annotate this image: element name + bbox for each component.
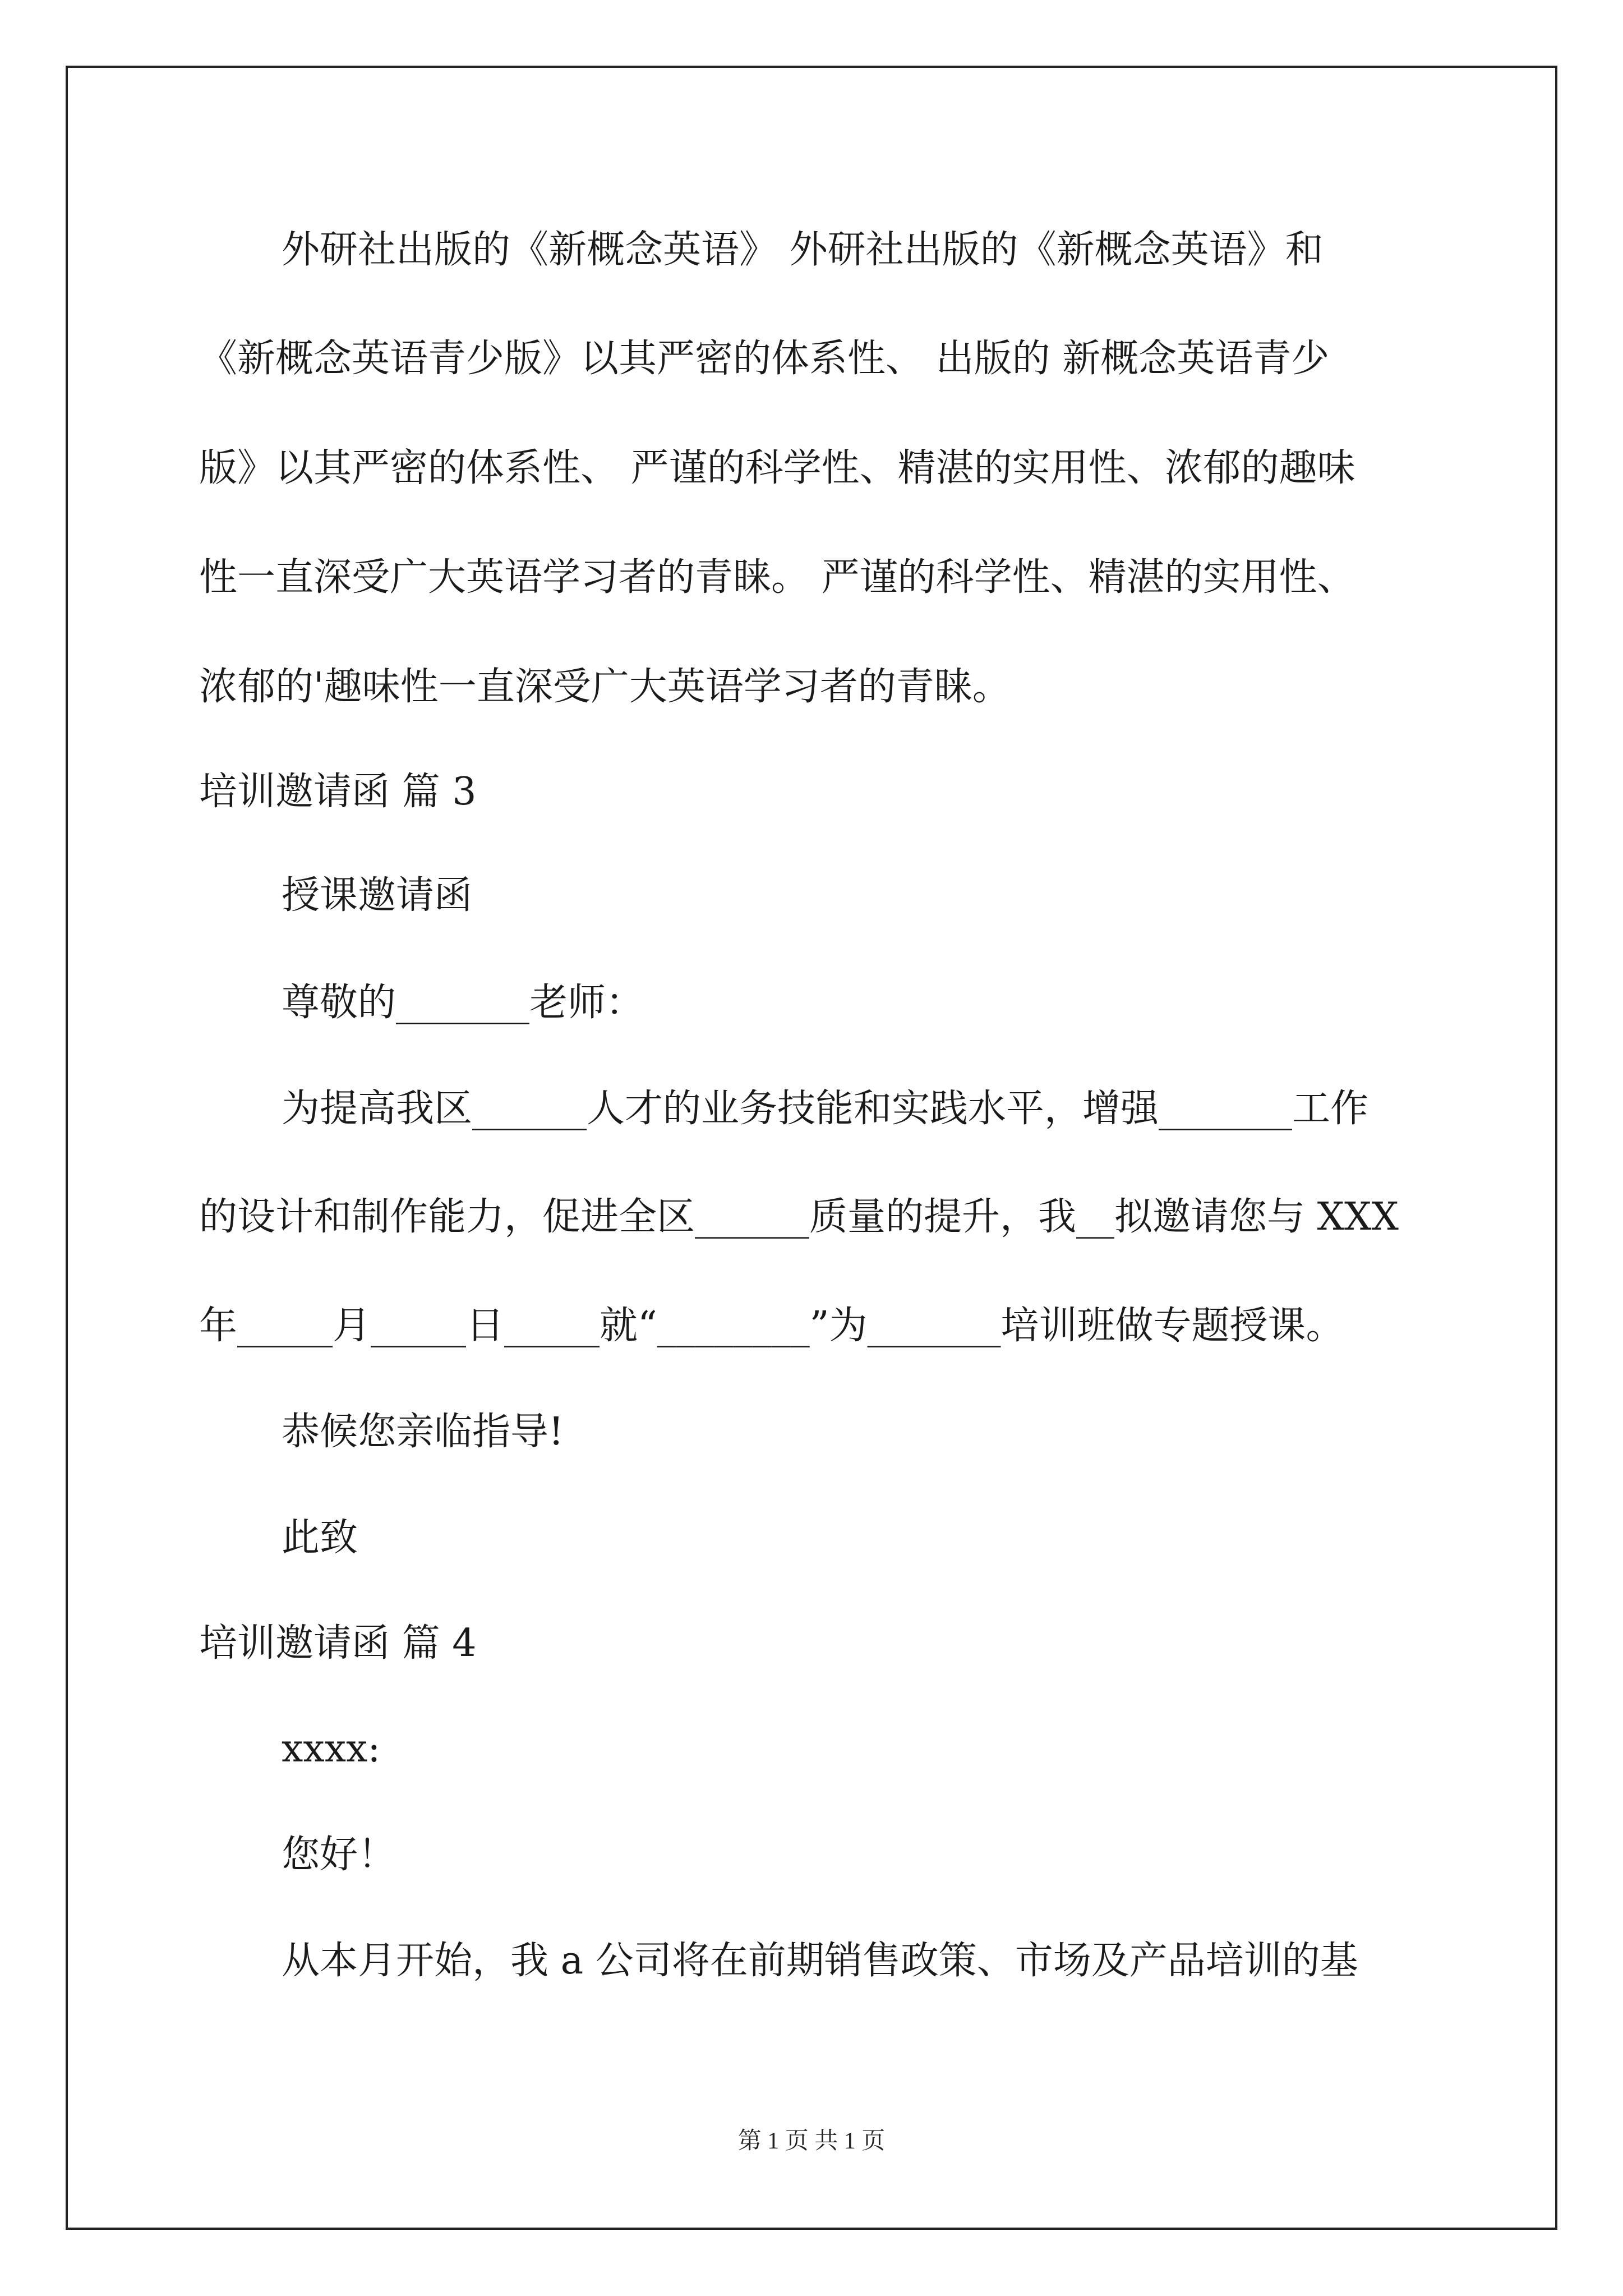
paragraph-line: 《新概念英语青少版》以其严密的体系性、 出版的 新概念英语青少 — [199, 337, 1330, 381]
page-footer: 第 1 页 共 1 页 — [737, 2128, 886, 2154]
addressee: xxxx: — [282, 1727, 381, 1771]
paragraph-line: 外研社出版的《新概念英语》 外研社出版的《新概念英语》和 — [282, 228, 1324, 272]
section-heading: 培训邀请函 篇 3 — [199, 770, 477, 814]
paragraph-line: 性一直深受广大英语学习者的青睐。 严谨的科学性、精湛的实用性、 — [199, 555, 1355, 600]
paragraph-line: 从本月开始，我 a 公司将在前期销售政策、市场及产品培训的基 — [282, 1939, 1358, 1983]
invite-title: 授课邀请函 — [282, 873, 473, 918]
page-border — [66, 66, 1557, 2230]
paragraph-line: 为提高我区______人才的业务技能和实践水平，增强_______工作 — [282, 1087, 1369, 1131]
paragraph-line: 的设计和制作能力，促进全区______质量的提升，我__拟邀请您与 XXX — [199, 1195, 1399, 1239]
paragraph-line: 版》以其严密的体系性、 严谨的科学性、精湛的实用性、浓郁的趣味 — [199, 446, 1355, 490]
greeting: 您好！ — [282, 1833, 396, 1877]
paragraph-line: 恭候您亲临指导! — [282, 1410, 564, 1454]
paragraph-line: 浓郁的'趣味性一直深受广大英语学习者的青睐。 — [199, 665, 1011, 709]
salutation: 尊敬的_______老师： — [282, 981, 644, 1025]
paragraph-line: 年_____月_____日_____就“________”为_______培训班做专题授课。 — [199, 1304, 1344, 1348]
closing-line: 此致 — [282, 1516, 358, 1560]
section-heading: 培训邀请函 篇 4 — [199, 1621, 477, 1665]
